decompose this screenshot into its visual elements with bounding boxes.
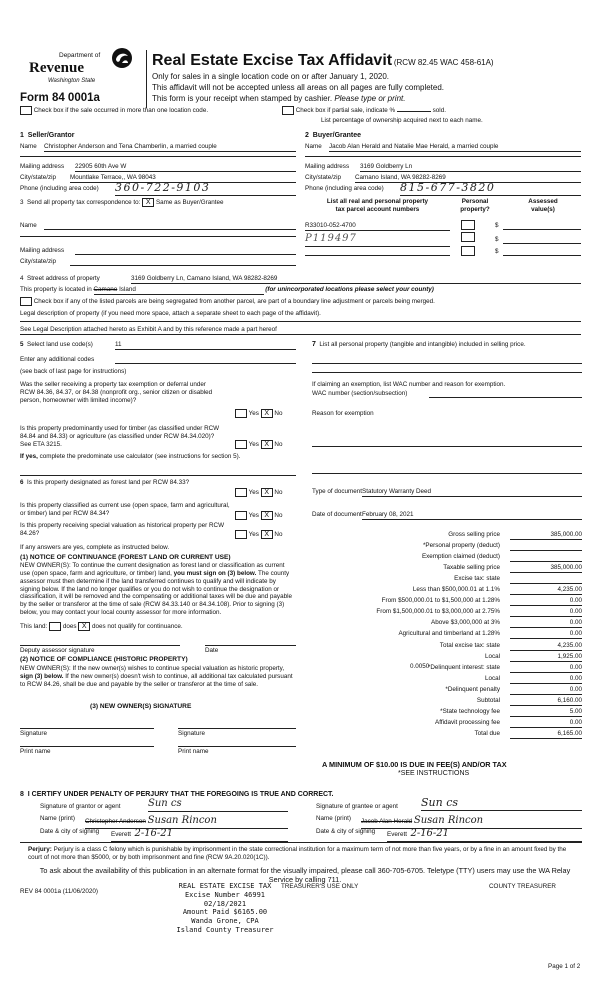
wa-emblem-icon xyxy=(111,47,133,69)
county-treasurer: COUNTY TREASURER xyxy=(489,883,556,890)
tax-row-label: Less than $500,000.01 at 1.1% xyxy=(412,586,500,594)
current-use-yes-no: Yes X No xyxy=(235,511,282,520)
segregated-checkbox[interactable] xyxy=(20,297,32,306)
timber-no-checkbox[interactable]: X xyxy=(261,440,273,449)
grantor-print-row: Name (print) Christopher Anderson Susan Rincon xyxy=(40,815,290,823)
tax-row-label: *Personal property (deduct) xyxy=(422,542,500,550)
local-rate: 0.0050 xyxy=(410,663,430,670)
form-title-row xyxy=(152,51,494,71)
tax-row-value[interactable]: 385,000.00 xyxy=(510,531,582,540)
tax-row xyxy=(312,664,582,674)
land-does-checkbox[interactable] xyxy=(49,622,61,631)
tax-row-label: Local xyxy=(484,652,500,660)
parcel-row-2: P119497 $ xyxy=(305,236,581,246)
wac-number-row: WAC number (section/subsection) xyxy=(312,390,582,398)
doc-type-field[interactable]: Statutory Warranty Deed xyxy=(362,488,582,497)
tax-row-value[interactable]: 1,925.00 xyxy=(510,653,582,662)
located-in-row: This property is located in Camano Island (for unincorporated locations please select your county) xyxy=(20,286,434,293)
grantee-print-field[interactable]: Jacob Alan Herald Susan Rincon xyxy=(361,815,582,829)
cashier-stamp: REAL ESTATE EXCISE TAX Excise Number 46991 02/18/2021 Amount Paid $6165.00 Wanda Grone, CPA Island County Treasurer xyxy=(176,882,274,934)
tax-row-value[interactable]: 4,235.00 xyxy=(510,586,582,595)
buyer-phone-field[interactable]: 815-677-3820 xyxy=(400,181,581,196)
multi-location-checkbox-row[interactable]: Check box if the sale occurred in more than one location code. xyxy=(20,106,208,115)
buyer-name-row: Name Jacob Alan Herald and Natalie Mae Herald, a married couple xyxy=(305,143,581,151)
certify-heading: 8 I CERTIFY UNDER PENALTY OF PERJURY THAT THE FOREGOING IS TRUE AND CORRECT. xyxy=(20,791,334,798)
grantee-date-row: Date & city of signing Everett 2-16-21 xyxy=(316,828,582,836)
forest-yes-checkbox[interactable] xyxy=(235,488,247,497)
tax-row-value[interactable]: 4,235.00 xyxy=(510,642,582,651)
doc-type-row: Type of document Statutory Warranty Deed xyxy=(312,488,582,496)
reason-row: Reason for exemption xyxy=(312,410,374,417)
tax-table xyxy=(312,531,582,751)
tax-row xyxy=(312,553,582,563)
tax-row-label: Agricultural and timberland at 1.28% xyxy=(398,630,500,638)
this-land-row: This land: does X does not qualify for continuance. xyxy=(20,623,183,631)
parcel-number-1[interactable]: R33010-052-4700 xyxy=(305,222,450,231)
assessed-value-1[interactable] xyxy=(503,222,581,230)
same-as-buyer-checkbox[interactable]: X xyxy=(142,198,154,207)
tax-row-value[interactable]: 0.00 xyxy=(510,608,582,617)
multi-location-checkbox[interactable] xyxy=(20,106,32,115)
forest-question: 6 Is this property designated as forest land per RCW 84.33? xyxy=(20,479,190,486)
land-does-not-checkbox[interactable]: X xyxy=(78,622,90,631)
seller-city-row: City/state/zip Mountlake Terrace,, WA 98043 xyxy=(20,174,296,182)
header-line-1: Only for sales in a single location code on or after January 1, 2020. xyxy=(152,72,390,81)
rcw-reference: (RCW 82.45 WAC 458-61A) xyxy=(393,58,494,67)
treasurer-use-only: TREASURER'S USE ONLY xyxy=(281,883,359,890)
partial-sale-checkbox[interactable] xyxy=(282,106,294,115)
located-in-field[interactable]: Camano Island xyxy=(94,286,264,295)
personal-col-header: Personal property? xyxy=(460,198,490,213)
corr-name-row: Name xyxy=(20,222,296,230)
corr-city-field[interactable] xyxy=(70,258,296,266)
form-revision: REV 84 0001a (11/06/2020) xyxy=(20,888,98,895)
perjury-notice: Perjury: Perjury is a class C felony which is punishable by imprisonment in the state correctional institution for a maximum term of not more than five years, or by a fine in an amount fixed by the court of not more than $5000, or by both imprisonment and fine (RCW 9A.20.020(1C)). xyxy=(28,846,567,861)
tax-row-label: Affidavit processing fee xyxy=(435,718,500,726)
seller-phone-field[interactable]: 360-722-9103 xyxy=(115,181,296,196)
header-line-2: This affidavit will not be accepted unless all areas on all pages are fully completed. xyxy=(152,83,445,92)
forest-no-checkbox[interactable]: X xyxy=(261,488,273,497)
grantee-print-row: Name (print) Jacob Alan Herald Susan Rincon xyxy=(316,815,582,823)
doc-date-field[interactable]: February 08, 2021 xyxy=(362,511,582,520)
parcel-col-header: List all real and personal property tax parcel account numbers xyxy=(326,198,429,213)
tax-row xyxy=(312,642,582,652)
page-title: Real Estate Excise Tax Affidavit xyxy=(152,52,393,69)
header-line-3: This form is your receipt when stamped by cashier. Please type or print. xyxy=(152,94,406,103)
personal-checkbox-3[interactable] xyxy=(461,246,475,256)
exemption-no-checkbox[interactable]: X xyxy=(261,409,273,418)
if-yes-note: If yes, complete the predominate use calculator (see instructions for section 5). xyxy=(20,453,241,460)
partial-sale-row[interactable]: Check box if partial sale, indicate % sold. xyxy=(282,106,446,115)
deputy-date-label: Date xyxy=(205,647,219,654)
legal-description-label: Legal description of property (if you need more space, attach a separate sheet to each page of the affidavit). xyxy=(20,310,321,317)
tax-row xyxy=(312,686,582,696)
corr-mailing-field[interactable] xyxy=(75,247,296,255)
personal-property-row: 7 List all personal property (tangible and intangible) included in selling price. xyxy=(312,341,526,348)
see-back-note: (see back of last page for instructions) xyxy=(20,368,127,375)
forest-yes-no: Yes X No xyxy=(235,488,282,497)
exemption-yes-no: Yes X No xyxy=(235,409,282,418)
land-use-row: 5 Select land use code(s) 11 xyxy=(20,341,296,349)
tax-row xyxy=(312,531,582,541)
owner-print-name-label-2: Print name xyxy=(178,748,209,755)
seller-heading: 1 Seller/Grantor xyxy=(20,132,75,139)
tax-row-label: Local xyxy=(484,674,500,682)
parcel-row-1: R33010-052-4700 $ xyxy=(305,222,581,232)
buyer-name-field[interactable]: Jacob Alan Herald and Natalie Mae Herald, a married couple xyxy=(329,143,581,152)
tax-row xyxy=(312,597,582,607)
parcel-number-3[interactable] xyxy=(305,248,450,256)
owner-print-name-label-1: Print name xyxy=(20,748,51,755)
page-number: Page 1 of 2 xyxy=(548,963,581,970)
grantor-date-row: Date & city of signing Everett 2-16-21 xyxy=(40,828,290,836)
historic-no-checkbox[interactable]: X xyxy=(261,530,273,539)
tax-row xyxy=(312,719,582,729)
current-use-yes-checkbox[interactable] xyxy=(235,511,247,520)
exemption-claim-label: If claiming an exemption, list WAC number and reason for exemption. xyxy=(312,381,506,388)
tax-row xyxy=(312,708,582,718)
new-owner-signature-title: (3) NEW OWNER(S) SIGNATURE xyxy=(90,703,192,710)
parcel-number-2[interactable]: P119497 xyxy=(305,233,450,247)
personal-checkbox-1[interactable] xyxy=(461,220,475,230)
list-percentage-note: List percentage of ownership acquired next to each name. xyxy=(321,117,483,124)
partial-percent-field[interactable] xyxy=(397,111,431,112)
tax-row-label: From $1,500,000.01 to $3,000,000 at 2.75% xyxy=(376,608,500,616)
grantor-print-field[interactable]: Christopher Anderson Susan Rincon xyxy=(85,815,288,829)
historic-yes-no: Yes X No xyxy=(235,530,282,539)
buyer-heading: 2 Buyer/Grantee xyxy=(305,132,362,139)
notice-compliance-title: (2) NOTICE OF COMPLIANCE (HISTORIC PROPERTY) xyxy=(20,656,188,663)
seller-mailing-row: Mailing address 22905 60th Ave W xyxy=(20,163,296,171)
street-address-field[interactable]: 3169 Goldberry Ln, Camano Island, WA 98282-8269 xyxy=(131,275,581,284)
tax-row-value[interactable]: 0.00 xyxy=(510,664,582,673)
tax-row-value[interactable] xyxy=(510,542,582,551)
owner-signature-label-1: Signature xyxy=(20,730,47,737)
tax-row-value[interactable]: 0.00 xyxy=(510,619,582,628)
land-use-field[interactable]: 11 xyxy=(115,341,296,350)
grantee-signature[interactable]: Sun cs xyxy=(421,796,582,811)
assessed-value-2[interactable] xyxy=(503,236,581,244)
seller-name-field[interactable]: Christopher Anderson and Tena Chamberlin, a married couple xyxy=(44,143,296,152)
historic-question: Is this property receiving special valuation as historical property per RCW 84.26? xyxy=(20,522,225,537)
tax-row xyxy=(312,675,582,685)
segregated-row[interactable]: Check box if any of the listed parcels are being segregated from another parcel, are part of a boundary line adjustment or parcels being merged. xyxy=(20,297,435,306)
tax-row-label: *Delinquent interest: state xyxy=(427,663,500,671)
grantee-signature-row: Signature of grantee or agent Sun cs xyxy=(316,803,582,811)
tax-row-label: Subtotal xyxy=(476,696,500,704)
grantor-signature[interactable]: Sun cs xyxy=(148,798,288,812)
timber-question: Is this property predominantly used for timber (as classified under RCW 84.84 and 84.33) or agriculture (as classified under RCW 84.34.020)? See ETA 3215. xyxy=(20,425,220,448)
tax-row xyxy=(312,697,582,707)
tax-row-value[interactable]: 385,000.00 xyxy=(510,564,582,573)
form-number: Form 84 0001a xyxy=(20,92,100,104)
buyer-mailing-field[interactable]: 3169 Goldberry Ln xyxy=(360,163,581,172)
tax-row-value[interactable]: 0.00 xyxy=(510,630,582,639)
alt-format-notice: To ask about the availability of this publication in an alternate format for the visually impaired, please call 360-705-6705. Teletype (TTY) users may use the WA Relay Service by calling 711. xyxy=(39,866,571,885)
tax-row xyxy=(312,730,582,740)
tax-row xyxy=(312,564,582,574)
tax-row-label: Above $3,000,000 at 3% xyxy=(431,619,500,627)
tax-row-label: Total excise tax: state xyxy=(439,641,500,649)
deputy-signature-label: Deputy assessor signature xyxy=(20,647,95,654)
timber-yes-checkbox[interactable] xyxy=(235,440,247,449)
corr-mailing-row: Mailing address xyxy=(20,247,296,255)
tax-row xyxy=(312,630,582,640)
tax-row xyxy=(312,619,582,629)
notice-continuance-title: (1) NOTICE OF CONTINUANCE (FOREST LAND OR CURRENT USE) xyxy=(20,554,231,561)
minimum-fee-notice: A MINIMUM OF $10.00 IS DUE IN FEE(S) AND/OR TAX xyxy=(322,760,507,769)
tax-row xyxy=(312,608,582,618)
owner-signature-label-2: Signature xyxy=(178,730,205,737)
tax-row-value[interactable] xyxy=(510,553,582,562)
tax-row-label: Excise tax: state xyxy=(454,575,500,583)
exemption-yes-checkbox[interactable] xyxy=(235,409,247,418)
current-use-question: Is this property classified as current use (open space, farm and agricultural, or timber) land per RCW 84.34? xyxy=(20,502,230,517)
exemption-question: Was the seller receiving a property tax exemption or deferral under RCW 84.36, 84.37, or 84.38 (nonprofit org., senior citizen or disabled person, homeowner with limited income)? xyxy=(20,381,213,404)
notice-continuance-text: NEW OWNER(S): To continue the current designation as forest land or classification as current use (open space, farm and agriculture, or timber) land, you must sign on (3) below. The county assessor must then determine if the land transferred continues to qualify and will indicate by signing below. If the land no longer qualifies or you do not wish to continue the designation or classification, it will be removed and the compensating or additional taxes will be due and payable by the seller or transferor at the time of sale (RCW 84.33.140 or 84.34.108). Prior to signing (3) below, you may contact your local county assessor for more information. xyxy=(20,562,292,617)
wac-number-field[interactable] xyxy=(429,390,582,398)
buyer-mailing-row: Mailing address 3169 Goldberry Ln xyxy=(305,163,581,171)
legal-description-field[interactable]: See Legal Description attached hereto as Exhibit A and by this reference made a part hereof xyxy=(20,326,277,333)
additional-codes-field[interactable] xyxy=(115,356,296,364)
grantor-signature-row: Signature of grantor or agent Sun cs xyxy=(40,803,290,811)
additional-codes-row: Enter any additional codes xyxy=(20,356,296,364)
personal-checkbox-2[interactable] xyxy=(461,232,475,242)
tax-row-label: From $500,000.01 to $1,500,000 at 1.28% xyxy=(381,597,500,605)
buyer-phone-row: Phone (including area code) 815-677-3820 xyxy=(305,185,581,193)
street-address-row: 4 Street address of property 3169 Goldberry Ln, Camano Island, WA 98282-8269 xyxy=(20,275,581,283)
dor-logo: Department of Revenue Washington State xyxy=(18,42,138,97)
if-any-yes-note: If any answers are yes, complete as instructed below. xyxy=(20,544,170,551)
timber-yes-no: Yes X No xyxy=(235,440,282,449)
seller-city-field[interactable]: Mountlake Terrace,, WA 98043 xyxy=(70,174,296,183)
tax-row-value[interactable]: 0.00 xyxy=(510,686,582,695)
grantee-date-field[interactable]: Everett 2-16-21 xyxy=(387,828,582,842)
tax-row xyxy=(312,586,582,596)
historic-yes-checkbox[interactable] xyxy=(235,530,247,539)
tax-row xyxy=(312,653,582,663)
tax-row-value[interactable]: 6,160.00 xyxy=(510,697,582,706)
notice-compliance-text: NEW OWNER(S): If the new owner(s) wishes to continue special valuation as historic property, sign (3) below. If the new owner(s) doesn't wish to continue, all additional tax calculated pursuant to RCW 84.26, shall be due and payable by the seller or transferor at the time of sale. xyxy=(20,665,293,688)
assessed-col-header: Assessed value(s) xyxy=(528,198,558,213)
tax-row xyxy=(312,575,582,585)
tax-correspondence-row: 3 Send all property tax correspondence to: X Same as Buyer/Grantee xyxy=(20,199,224,207)
seller-phone-row: Phone (including area code) 360-722-9103 xyxy=(20,185,296,193)
tax-row-label: Taxable selling price xyxy=(443,564,500,572)
tax-row-value[interactable]: 0.00 xyxy=(510,597,582,606)
tax-row-label: *State technology fee xyxy=(440,707,500,715)
tax-row-label: Exemption claimed (deduct) xyxy=(421,553,500,561)
seller-mailing-field[interactable]: 22905 60th Ave W xyxy=(75,163,296,172)
parcel-row-3: $ xyxy=(305,248,581,258)
buyer-city-field[interactable]: Camano Island, WA 98282-8269 xyxy=(355,174,581,183)
tax-row-label: Gross selling price xyxy=(448,531,500,538)
tax-row-value[interactable]: 0.00 xyxy=(510,675,582,684)
tax-row-label: Total due xyxy=(474,729,500,737)
seller-name-row: Name Christopher Anderson and Tena Chamberlin, a married couple xyxy=(20,143,296,151)
corr-name-field[interactable] xyxy=(44,222,296,230)
tax-row-label: *Delinquent penalty xyxy=(445,685,500,693)
corr-city-row: City/state/zip xyxy=(20,258,296,266)
doc-date-row: Date of document February 08, 2021 xyxy=(312,511,582,519)
grantor-date-field[interactable]: Everett 2-16-21 xyxy=(111,828,288,842)
tax-row-value[interactable]: 0.00 xyxy=(510,719,582,728)
tax-row xyxy=(312,542,582,552)
current-use-no-checkbox[interactable]: X xyxy=(261,511,273,520)
tax-row-value[interactable]: 6,165.00 xyxy=(510,730,582,739)
buyer-city-row: City/state/zip Camano Island, WA 98282-8269 xyxy=(305,174,581,182)
tax-row-value[interactable] xyxy=(510,575,582,584)
see-instructions-note: *SEE INSTRUCTIONS xyxy=(398,770,470,777)
tax-row-value[interactable]: 5.00 xyxy=(510,708,582,717)
assessed-value-3[interactable] xyxy=(503,248,581,256)
